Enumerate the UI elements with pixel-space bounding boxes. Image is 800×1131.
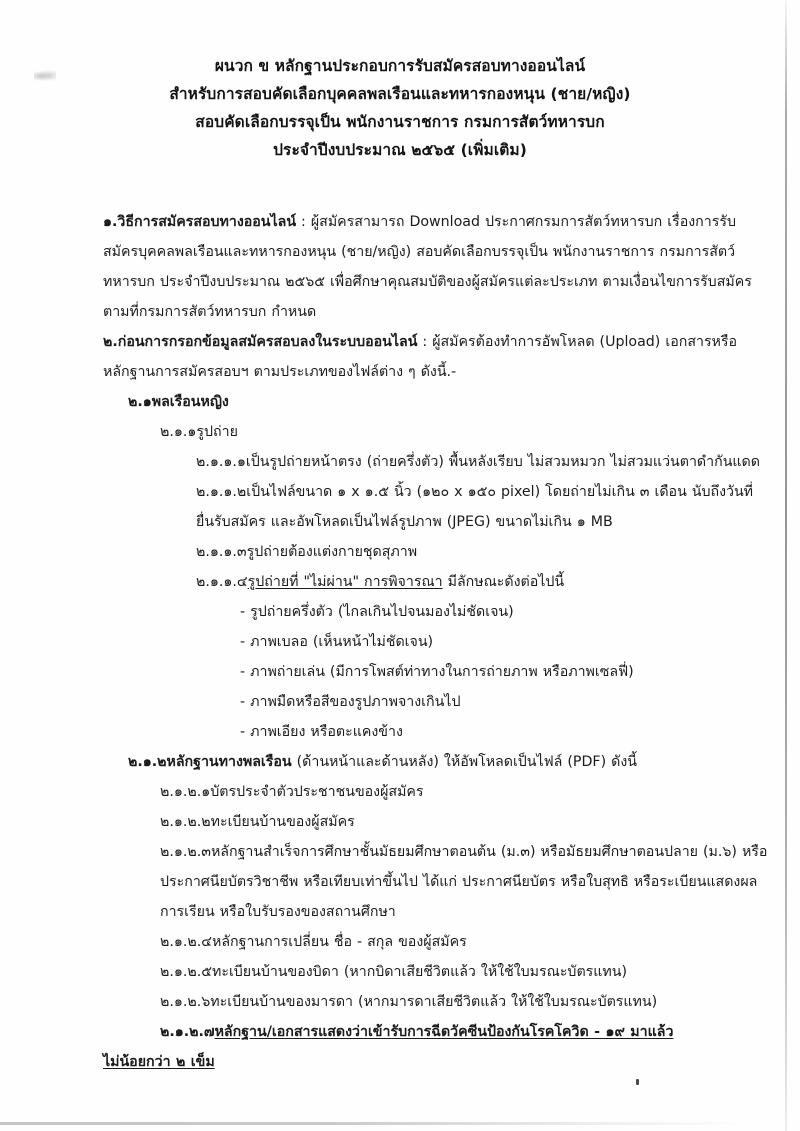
photo-reject-heading <box>0 567 800 597</box>
covid-vaccine-text-line-2: ไม่น้อยกว่า ๒ เข็ม <box>103 1054 215 1070</box>
photo-item-2-text: เป็นไฟล์ขนาด ๑ x ๑.๕ นิ้ว (๑๒๐ x ๑๕๐ pixel) โดยถ่ายไม่เกิน ๓ เดือน นับถึงวันที่ยื่นรับสมัคร และอัพโหลดเป็นไฟล์รูปภาพ (JPEG) ขนาดไม่เกิน ๑ MB <box>196 484 754 530</box>
covid-vaccine-text-line-1: หลักฐาน/เอกสารแสดงว่าเข้ารับการฉีดวัคซีนป้องกันโรคโควิด - ๑๙ มาแล้ว <box>214 1024 674 1040</box>
scan-dot-artifact <box>636 1079 639 1085</box>
section-item-1-body: : ผู้สมัครสามารถ Download ประกาศกรมการสัตว์ทหารบก เรื่องการรับสมัครบุคคลพลเรือนและทหารกองหนุน (ชาย/หญิง) สอบคัดเลือกบรรจุเป็น พนักงานราชการ กรมการสัตว์ทหารบก ประจำปีงบประมาณ ๒๕๖๕ เพื่อศึกษาคุณสมบัติของผู้สมัครแต่ละประเภท ตามเงื่อนไขการรับสมัครตามที่กรมการสัตว์ทหารบก กำหนด <box>103 214 752 320</box>
civil-doc-1-text: บัตรประจำตัวประชาชนของผู้สมัคร <box>210 784 424 800</box>
section-item-2-1-2-heading: หลักฐานทางพลเรือน <box>166 754 292 770</box>
document-body <box>0 207 800 1077</box>
photo-item-2-number: ๒.๑.๑.๒ <box>196 484 247 500</box>
section-item-2-body: : ผู้สมัครต้องทำการอัพโหลด (Upload) เอกสารหรือหลักฐานการสมัครสอบฯ ตามประเภทของไฟล์ต่าง ๆ ดังนี้.- <box>103 334 738 380</box>
civil-doc-5-number: ๒.๑.๒.๕ <box>160 964 212 980</box>
section-item-2-number: ๒. <box>103 334 118 350</box>
section-item-2-heading: ก่อนการกรอกข้อมูลสมัครสอบลงในระบบออนไลน์ <box>117 334 418 350</box>
civil-doc-4-number: ๒.๑.๒.๔ <box>160 934 212 950</box>
civil-doc-2-text: ทะเบียนบ้านของผู้สมัคร <box>210 814 355 830</box>
section-item-2-1-heading: พลเรือนหญิง <box>151 394 229 410</box>
section-item-2 <box>0 327 800 387</box>
section-item-2-1-2-trailing: (ด้านหน้าและด้านหลัง) ให้อัพโหลดเป็นไฟล์ (PDF) ดังนี้ <box>291 754 637 770</box>
section-item-2-1-1 <box>0 417 800 447</box>
photo-reject-heading-number: ๒.๑.๑.๔ <box>196 574 248 590</box>
photo-item-3 <box>0 537 800 567</box>
photo-reject-heading-trailing: มีลักษณะดังต่อไปนี้ <box>442 574 565 590</box>
civil-doc-4 <box>0 927 800 957</box>
section-item-2-1 <box>0 387 800 417</box>
scan-edge-bottom-artifact <box>0 1122 740 1125</box>
section-item-1-number: ๑. <box>103 214 118 230</box>
title-line-2: สำหรับการสอบคัดเลือกบุคคลพลเรือนและทหารกองหนุน (ชาย/หญิง) <box>169 85 631 103</box>
civil-doc-6-number: ๒.๑.๒.๖ <box>160 994 211 1010</box>
reject-bullet-3: - ภาพถ่ายเล่น (มีการโพสต์ท่าทางในการถ่ายภาพ หรือภาพเซลฟี่) <box>240 664 634 680</box>
title-line-1: ผนวก ข หลักฐานประกอบการรับสมัครสอบทางออนไลน์ <box>214 57 586 75</box>
civil-doc-5-text: ทะเบียนบ้านของบิดา (หากบิดาเสียชีวิตแล้ว ให้ใช้ใบมรณะบัตรแทน) <box>211 964 628 980</box>
reject-bullet-2: - ภาพเบลอ (เห็นหน้าไม่ชัดเจน) <box>240 634 434 650</box>
photo-item-2 <box>0 477 800 537</box>
civil-doc-1 <box>0 777 800 807</box>
photo-item-3-number: ๒.๑.๑.๓ <box>196 544 247 560</box>
civil-doc-6-text: ทะเบียนบ้านของมารดา (หากมารดาเสียชีวิตแล้ว ให้ใช้ใบมรณะบัตรแทน) <box>210 994 658 1010</box>
covid-vaccine-number: ๒.๑.๒.๗ <box>160 1024 215 1040</box>
reject-bullet-5: - ภาพเอียง หรือตะแคงข้าง <box>240 724 403 740</box>
reject-bullet-4: - ภาพมืดหรือสีของรูปภาพจางเกินไป <box>240 694 461 710</box>
civil-doc-3-text: หลักฐานสำเร็จการศึกษาชั้นมัธยมศึกษาตอนต้น (ม.๓) หรือมัธยมศึกษาตอนปลาย (ม.๖) หรือประกาศนียบัตรวิชาชีพ หรือเทียบเท่าขึ้นไป ได้แก่ ประกาศนียบัตร หรือใบสุทธิ หรือระเบียนแสดงผลการเรียน หรือใบรับรองของสถานศึกษา <box>160 844 768 920</box>
section-item-2-1-1-number: ๒.๑.๑ <box>160 424 197 440</box>
document-title-block <box>0 52 800 164</box>
section-item-1 <box>0 207 800 327</box>
covid-vaccine-requirement-line1 <box>0 1017 800 1047</box>
photo-item-3-text: รูปถ่ายต้องแต่งกายชุดสุภาพ <box>246 544 418 560</box>
title-line-4: ประจำปีงบประมาณ ๒๕๖๕ (เพิ่มเติม) <box>273 141 527 159</box>
civil-doc-4-text: หลักฐานการเปลี่ยน ชื่อ - สกุล ของผู้สมัคร <box>211 934 467 950</box>
civil-doc-2-number: ๒.๑.๒.๒ <box>160 814 211 830</box>
section-item-2-1-2 <box>0 747 800 777</box>
civil-doc-3 <box>0 837 800 927</box>
photo-item-1 <box>0 447 800 477</box>
reject-bullet-1: - รูปถ่ายครึ่งตัว (ไกลเกินไปจนมองไม่ชัดเจน) <box>240 604 514 620</box>
civil-doc-1-number: ๒.๑.๒.๑ <box>160 784 211 800</box>
civil-doc-5 <box>0 957 800 987</box>
photo-item-1-number: ๒.๑.๑.๑ <box>196 454 246 470</box>
section-item-1-heading: วิธีการสมัครสอบทางออนไลน์ <box>117 214 297 230</box>
section-item-2-1-1-heading: รูปถ่าย <box>196 424 238 440</box>
civil-doc-6 <box>0 987 800 1017</box>
civil-doc-2 <box>0 807 800 837</box>
civil-doc-3-number: ๒.๑.๒.๓ <box>160 844 211 860</box>
photo-item-1-text: เป็นรูปถ่ายหน้าตรง (ถ่ายครึ่งตัว) พื้นหลังเรียบ ไม่สวมหมวก ไม่สวมแว่นตาดำกันแดด <box>245 454 760 470</box>
covid-vaccine-requirement-line2 <box>0 1047 800 1077</box>
section-item-2-1-2-number: ๒.๑.๒ <box>128 754 167 770</box>
section-item-2-1-number: ๒.๑ <box>128 394 152 410</box>
photo-reject-heading-underlined: รูปถ่ายที่ "ไม่ผ่าน" การพิจารณา <box>247 574 443 590</box>
title-line-3: สอบคัดเลือกบรรจุเป็น พนักงานราชการ กรมการสัตว์ทหารบก <box>195 113 605 131</box>
